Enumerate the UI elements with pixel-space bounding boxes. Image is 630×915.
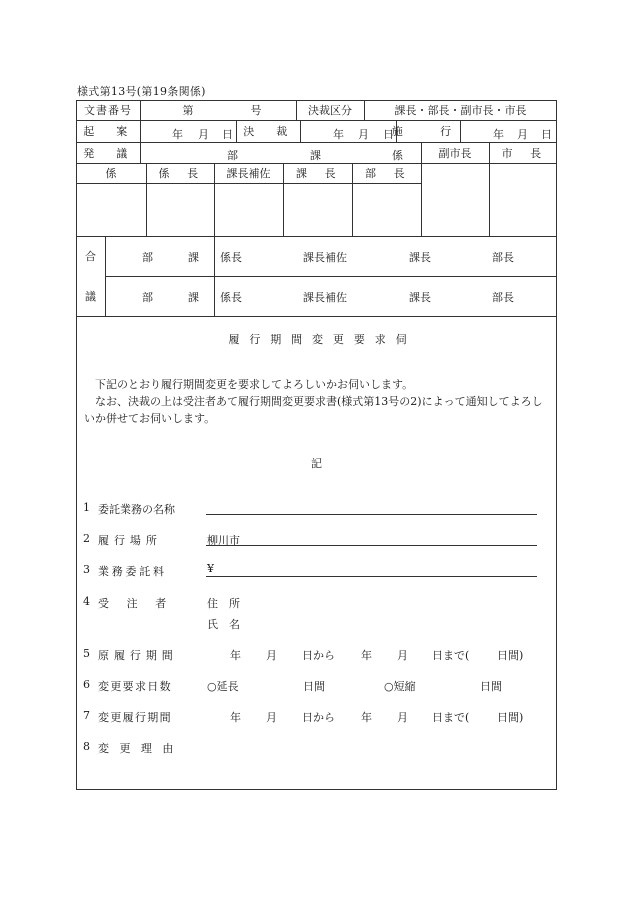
new-end-year: 年 [361,711,372,724]
item-label: 変更理由 [98,742,184,755]
item-underline [206,576,537,577]
document-title: 履行期間変更要求伺 [228,333,417,346]
item-label: 変更要求日数 [98,680,172,693]
ketsusai-day: 日 [383,128,394,141]
orig-start-month: 月 [266,649,277,662]
kian-label: 起 案 [83,125,133,138]
orig-start-year: 年 [230,649,241,662]
orig-end-year: 年 [361,649,372,662]
gogi1-kakaricho: 係長 [220,251,242,264]
item-number: 6 [83,678,90,691]
orig-days: 日間) [497,649,524,662]
hatsugi-bu: 部 [227,149,238,162]
item-number: 5 [83,647,90,660]
hatsugi-label: 発 議 [83,146,133,160]
gogi2-ka: 課 [188,291,199,304]
hatsugi-ka: 課 [310,149,321,162]
new-end-day: 日まで( [432,711,470,724]
gogi2-kacho: 課長 [409,291,431,304]
kacho-label: 課 長 [296,167,339,180]
kian-month: 月 [198,128,209,141]
item-label: 受注者 [98,597,184,610]
bucho-label: 部 長 [365,167,408,180]
shortening-days: 日間 [480,680,502,693]
new-start-month: 月 [266,711,277,724]
item-number: 4 [83,595,90,608]
shiko-month: 月 [517,128,528,141]
hatsugi-kakari: 係 [392,149,403,162]
body-paragraph-1: 下記のとおり履行期間変更を要求してよろしいかお伺いします。 [95,378,414,391]
gogi2-bucho: 部長 [492,291,514,304]
body-paragraph-2: なお、決裁の上は受注者あて履行期間変更要求書(様式第13号の2)によって通知してよろしいか併せてお伺いします。 [84,395,543,425]
orig-end-day: 日まで( [432,649,470,662]
orig-start-day: 日から [302,649,335,662]
shiko-label: 施 行 [391,125,465,138]
go-label: 号 [250,104,262,117]
shiko-year: 年 [493,128,504,141]
item-value: ¥ [207,562,214,575]
new-start-day: 日から [302,711,335,724]
ketsusai-label: 決 裁 [243,125,293,138]
ketsusai-month: 月 [358,128,369,141]
kian-day: 日 [222,128,233,141]
gogi1-bucho: 部長 [492,251,514,264]
extension-days: 日間 [303,680,325,693]
gogi1-ka: 課 [188,251,199,264]
kakari-label: 係 [105,167,117,180]
shicho-label: 市 長 [501,146,545,160]
item-label: 業務委託料 [98,565,167,578]
new-start-year: 年 [230,711,241,724]
form-label: 様式第13号(第19条関係) [77,85,206,98]
item-number: 7 [83,709,90,722]
item-underline [206,514,537,515]
item-number: 2 [83,532,90,545]
contractor-name-label: 氏 名 [207,618,240,631]
extension-option: ○延長 [207,680,239,693]
shiko-day: 日 [541,128,552,141]
contractor-address-label: 住 所 [207,597,240,610]
item-label: 原履行期間 [98,649,178,662]
item-number: 3 [83,563,90,576]
gogi2-kakaricho: 係長 [220,291,242,304]
decision-value: 課長・部長・副市長・市長 [394,104,527,117]
new-days: 日間) [497,711,524,724]
item-underline [206,545,537,546]
orig-end-month: 月 [397,649,408,662]
item-number: 1 [83,501,90,514]
ketsusai-year: 年 [333,128,344,141]
gogi-ai: 合 [85,250,96,263]
gogi2-kachohosa: 課長補佐 [303,291,347,304]
item-value: 柳川市 [207,534,240,547]
shortening-option: ○短縮 [384,680,416,693]
kachohosa-label: 課長補佐 [226,167,271,180]
item-label: 変更履行期間 [98,711,172,724]
dai-label: 第 [182,104,194,117]
new-end-month: 月 [397,711,408,724]
gogi1-kachohosa: 課長補佐 [303,251,347,264]
fukushicho-label: 副市長 [438,146,472,160]
item-label: 委託業務の名称 [98,503,175,516]
decision-label: 決裁区分 [308,104,352,117]
gogi2-bu: 部 [142,291,153,304]
gogi-gi: 議 [85,290,96,303]
doc-number-label: 文書番号 [84,104,132,117]
item-number: 8 [83,740,90,753]
gogi1-kacho: 課長 [409,251,431,264]
kakaricho-label: 係 長 [158,167,202,180]
gogi1-bu: 部 [142,251,153,264]
ki-heading: 記 [311,457,322,470]
kian-year: 年 [172,128,183,141]
item-label: 履行場所 [98,534,162,547]
